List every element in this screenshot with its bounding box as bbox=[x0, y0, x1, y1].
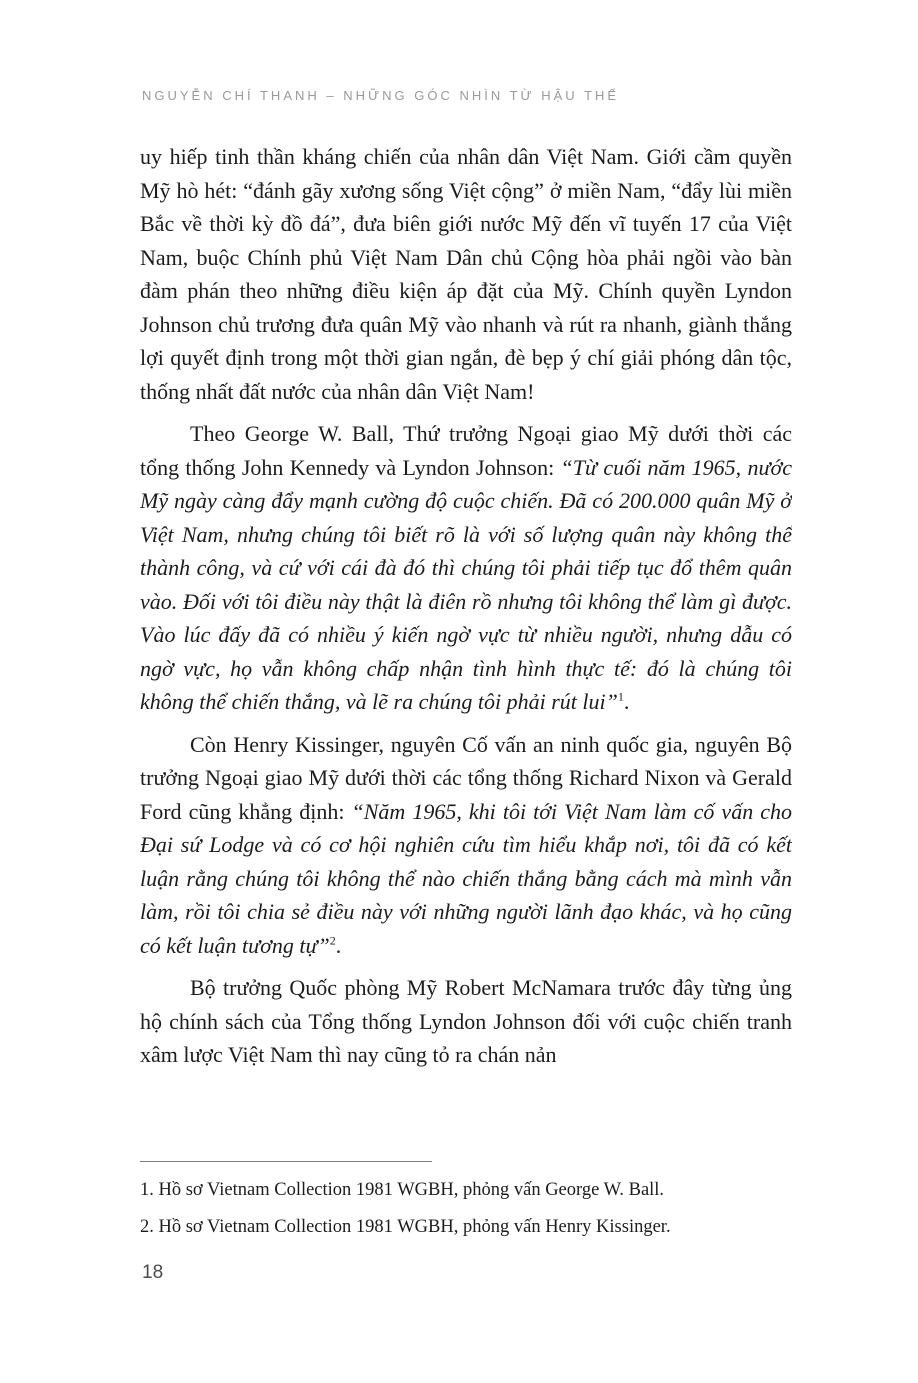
paragraph bbox=[140, 417, 792, 719]
footnote-item: 1. Hồ sơ Vietnam Collection 1981 WGBH, phỏng vấn George W. Ball. bbox=[140, 1180, 665, 1200]
quotation-text: “Năm 1965, khi tôi tới Việt Nam làm cố vấn cho Đại sứ Lodge và có cơ hội nghiên cứu tìm hiểu khắp nơi, tôi đã có kết luận rằng chúng tôi không thể nào chiến thắng bằng cách mà mình vẫn làm, rồi tôi chia sẻ điều này với những người lãnh đạo khác, và họ cũng có kết luận tương tự” bbox=[140, 798, 792, 958]
body-text-segment: Theo George W. Ball, Thứ trưởng Ngoại giao Mỹ dưới thời các tổng thống John Kennedy và Lyndon Johnson: bbox=[140, 421, 792, 480]
body-text-segment: Bộ trưởng Quốc phòng Mỹ Robert McNamara trước đây từng ủng hộ chính sách của Tổng thống Lyndon Johnson đối với cuộc chiến tranh xâm lược Việt Nam thì nay cũng tỏ ra chán nản bbox=[140, 975, 792, 1067]
paragraph bbox=[140, 728, 792, 963]
footnote-separator bbox=[140, 1161, 432, 1162]
paragraph bbox=[140, 971, 792, 1072]
body-text bbox=[140, 140, 792, 1081]
footnotes bbox=[140, 1178, 792, 1252]
footnote-ref: 2 bbox=[329, 933, 336, 948]
quotation-text: “Từ cuối năm 1965, nước Mỹ ngày càng đẩy mạnh cường độ cuộc chiến. Đã có 200.000 quân Mỹ ở Việt Nam, nhưng chúng tôi biết rõ là với số lượng quân này không thể thành công, và cứ với cái đà đó thì chúng tôi phải tiếp tục đổ thêm quân vào. Đối với tôi điều này thật là điên rồ nhưng tôi không thể làm gì được. Vào lúc đấy đã có nhiều ý kiến ngờ vực từ nhiều người, nhưng dẫu có ngờ vực, họ vẫn không chấp nhận tình hình thực tế: đó là chúng tôi không thể chiến thắng, và lẽ ra chúng tôi phải rút lui” bbox=[140, 454, 792, 714]
body-text-segment: uy hiếp tinh thần kháng chiến của nhân dân Việt Nam. Giới cầm quyền Mỹ hò hét: “đánh gãy xương sống Việt cộng” ở miền Nam, “đẩy lùi miền Bắc về thời kỳ đồ đá”, đưa biên giới nước Mỹ đến vĩ tuyến 17 của Việt Nam, buộc Chính phủ Việt Nam Dân chủ Cộng hòa phải ngồi vào bàn đàm phán theo những điều kiện áp đặt của Mỹ. Chính quyền Lyndon Johnson chủ trương đưa quân Mỹ vào nhanh và rút ra nhanh, giành thắng lợi quyết định trong một thời gian ngắn, đè bẹp ý chí giải phóng dân tộc, thống nhất đất nước của nhân dân Việt Nam! bbox=[140, 144, 792, 404]
body-text-segment: Còn Henry Kissinger, nguyên Cố vấn an ninh quốc gia, nguyên Bộ trưởng Ngoại giao Mỹ dưới thời các tổng thống Richard Nixon và Gerald Ford cũng khẳng định: bbox=[140, 731, 792, 824]
running-header: NGUYỄN CHÍ THANH – NHỮNG GÓC NHÌN TỪ HẬU THẾ bbox=[142, 88, 620, 103]
page-number: 18 bbox=[142, 1262, 164, 1283]
body-text-segment: . bbox=[623, 689, 630, 714]
body-text-segment: . bbox=[335, 932, 342, 958]
paragraph bbox=[140, 140, 792, 408]
footnote-item: 2. Hồ sơ Vietnam Collection 1981 WGBH, phỏng vấn Henry Kissinger. bbox=[140, 1217, 671, 1237]
footnote-ref: 1 bbox=[617, 689, 624, 704]
